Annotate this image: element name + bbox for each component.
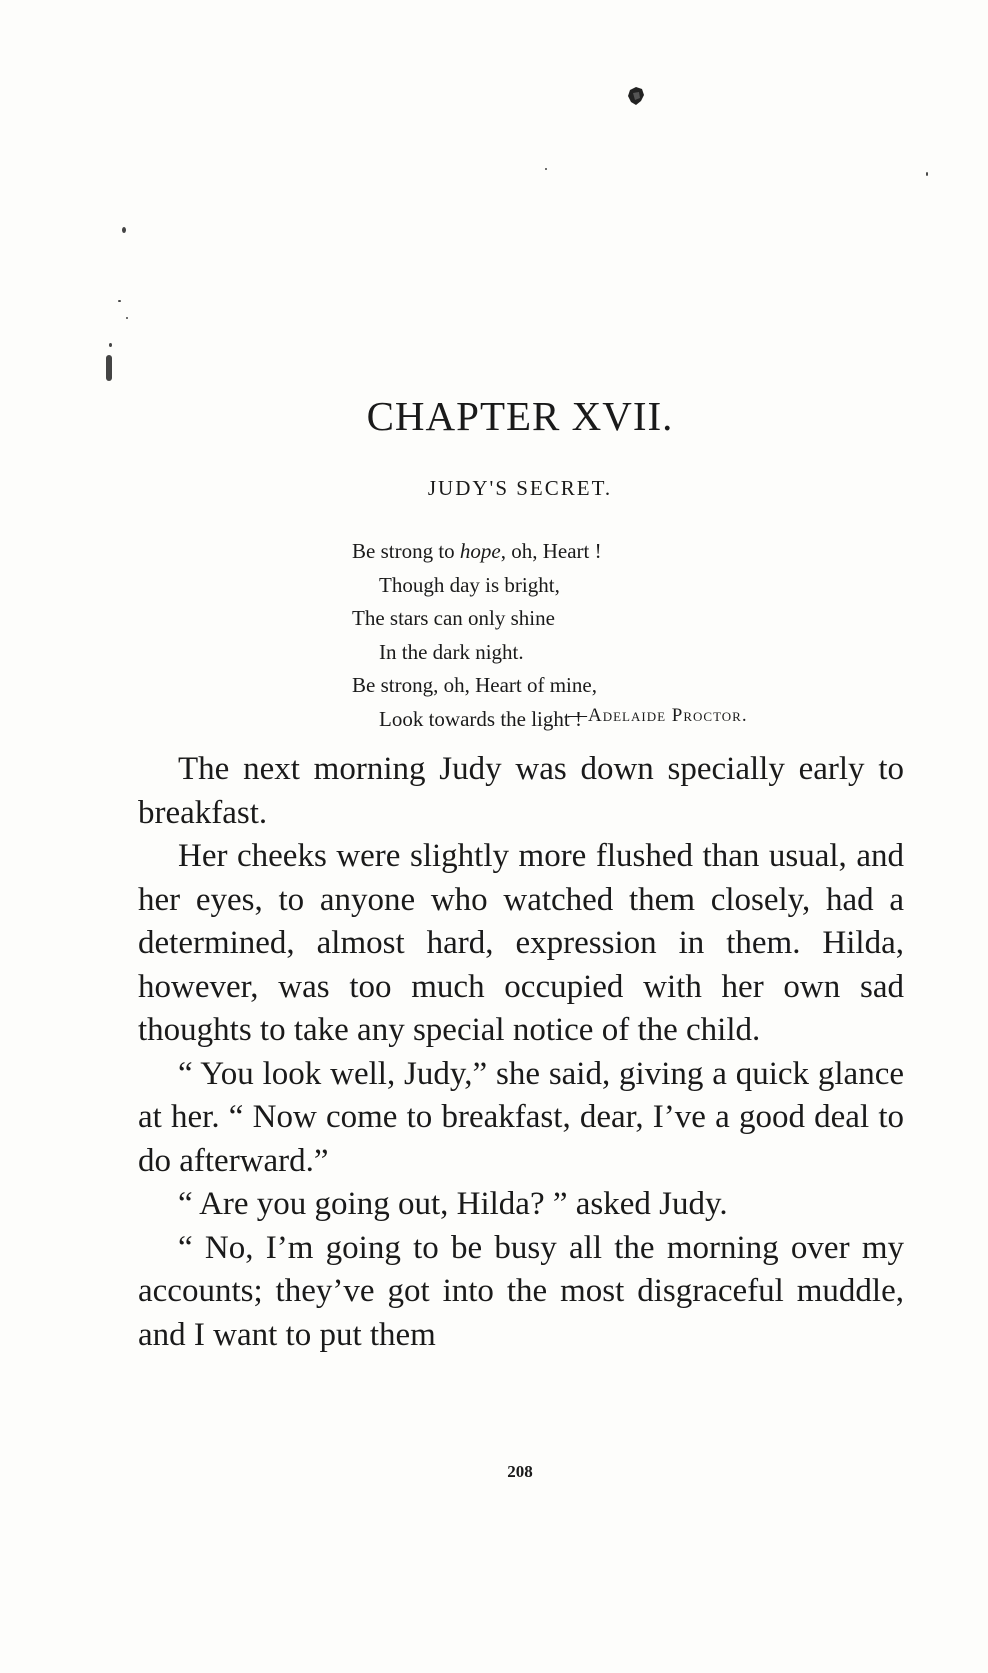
epigraph-line: The stars can only shine <box>352 606 555 630</box>
chapter-title: CHAPTER XVII. <box>366 393 674 439</box>
epigraph-line: In the dark night. <box>379 639 524 664</box>
paragraph: Her cheeks were slightly more flushed than usual, and her eyes, to anyone who watched them closely, had a determined, almost hard, expression in them. Hilda, however, was too much occupied with her own sad thoughts to take any special notice of the child. <box>138 838 904 1048</box>
epigraph-line: Be strong, oh, Heart of mine, <box>352 673 597 697</box>
epigraph <box>352 535 602 736</box>
paragraph: “ No, I’m going to be busy all the morning over my accounts; they’ve got into the most disgraceful muddle, and I want to put them <box>138 1229 904 1353</box>
epigraph-attribution: —Adelaide Proctor. <box>568 705 748 726</box>
epigraph-line: Look towards the light ! <box>379 706 582 731</box>
paragraph: The next morning Judy was down specially early to breakfast. <box>138 751 904 831</box>
epigraph-text: Be strong to <box>352 539 460 563</box>
chapter-subtitle-text: JUDY'S SECRET. <box>427 476 613 500</box>
epigraph-emphasis: hope <box>459 539 501 563</box>
epigraph-text: , oh, Heart ! <box>500 539 602 563</box>
page-number: 208 <box>507 1462 533 1481</box>
body-text <box>138 748 904 1357</box>
epigraph-line: Though day is bright, <box>379 572 560 597</box>
paragraph: “ You look well, Judy,” she said, giving a quick glance at her. “ Now come to breakfast, dear, I’ve a good deal to do afterward.” <box>138 1055 904 1179</box>
chapter-subtitle <box>0 476 988 501</box>
printer-ornament-icon <box>627 86 645 106</box>
epigraph-line <box>352 535 602 569</box>
paragraph: “ Are you going out, Hilda? ” asked Judy. <box>178 1186 728 1222</box>
